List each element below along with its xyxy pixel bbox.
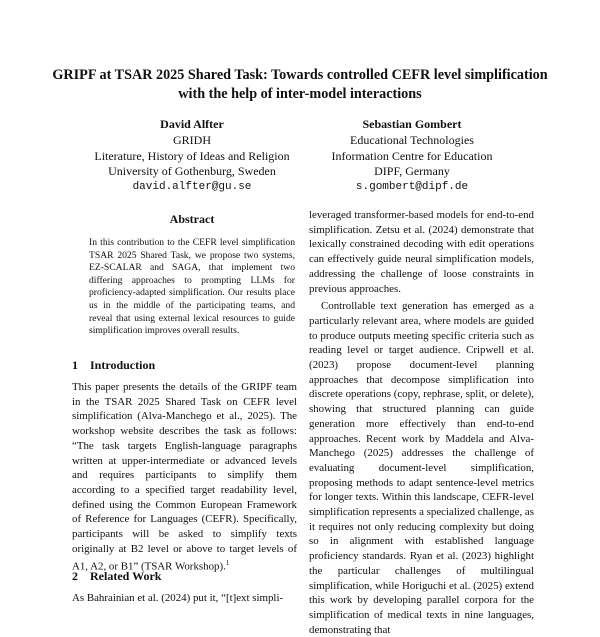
right-column <box>309 208 534 637</box>
author-affiliation: Information Centre for Education <box>331 148 493 163</box>
section-number: 2 <box>72 569 78 583</box>
paragraph: leveraged transformer-based models for end-to-end simplification. Zetsu et al. (2024) demonstrate that lexically constrained decoding with edit operations can effectively guide neural simplification models, addressing the challenge of loose constraints in previous approaches. <box>309 209 534 295</box>
author-email: s.gombert@dipf.de <box>355 181 469 194</box>
section-title: Related Work <box>90 569 162 583</box>
author-block-2 <box>292 117 532 196</box>
author-affiliation: Literature, History of Ideas and Religion <box>94 148 290 163</box>
section-heading-introduction <box>72 358 155 373</box>
author-affiliation: University of Gothenburg, Sweden <box>108 164 276 179</box>
section-heading-related-work <box>72 569 161 584</box>
author-name: David Alfter <box>160 117 224 131</box>
author-email: david.alfter@gu.se <box>132 181 252 194</box>
author-block-1 <box>72 117 312 196</box>
abstract-text: In this contribution to the CEFR level simplification TSAR 2025 Shared Task, we propose two systems, EZ-SCALAR and SAGA, that implement two differing approaches to prompting LLMs for proficiency-adapted simplification. Our results place us in the middle of the participating teams, and reveal that using external lexical resources to guide simplification improves overall results. <box>89 237 295 337</box>
introduction-text <box>72 380 297 575</box>
section-number: 1 <box>72 358 78 372</box>
paper-title: GRIPF at TSAR 2025 Shared Task: Towards controlled CEFR level simplification with the help of inter-model interactions <box>52 67 548 102</box>
paragraph: Controllable text generation has emerged as a particularly relevant area, where models are guided to produce outputs meeting specific criteria such as reading level or target audience. Cripwell et al. (2023) propose document-level planning approaches that decompose simplification into discrete operations (copy, rephrase, split, or delete), showing that structured planning can guide generation more effectively than end-to-end approaches. Recent work by Maddela and Alva-Manchego (2025) addresses the challenge of evaluating document-level simplification, proposing methods to adapt sentence-level metrics for longer texts. Within this landscape, CEFR-level simplification represents a specialized challenge, as it requires not only reducing complexity but doing so in alignment with established language proficiency standards. Ryan et al. (2023) highlight the particular challenges of multilingual simplification, while Horiguchi et al. (2025) extend this work by developing parallel corpora for the simplification of medical texts in nine languages, demonstrating that <box>309 300 534 636</box>
author-affiliation: GRIDH <box>173 132 211 147</box>
author-affiliation: Educational Technologies <box>350 132 474 147</box>
abstract-heading: Abstract <box>169 212 215 226</box>
section-title: Introduction <box>90 358 156 372</box>
author-affiliation: DIPF, Germany <box>374 164 450 179</box>
author-name: Sebastian Gombert <box>362 117 462 131</box>
introduction-body: This paper presents the details of the GRIPF team in the TSAR 2025 Shared Task on CEFR level simplification (Alva-Manchego et al., 2025). The workshop website describes the task as follows: “The task targets English-language paragraphs written at upper-intermediate or advanced levels and requires participants to simplify them according to a specified target readability level, defined using the Common European Framework of Reference for Languages (CEFR). Specifically, participants will be asked to simplify texts originally at B2 level or above to target levels of A1, A2, or B1” (TSAR Workshop). <box>72 381 297 574</box>
footnote-mark: 1 <box>225 559 230 568</box>
related-work-text: As Bahrainian et al. (2024) put it, “[t]ext simpli- <box>72 592 284 604</box>
